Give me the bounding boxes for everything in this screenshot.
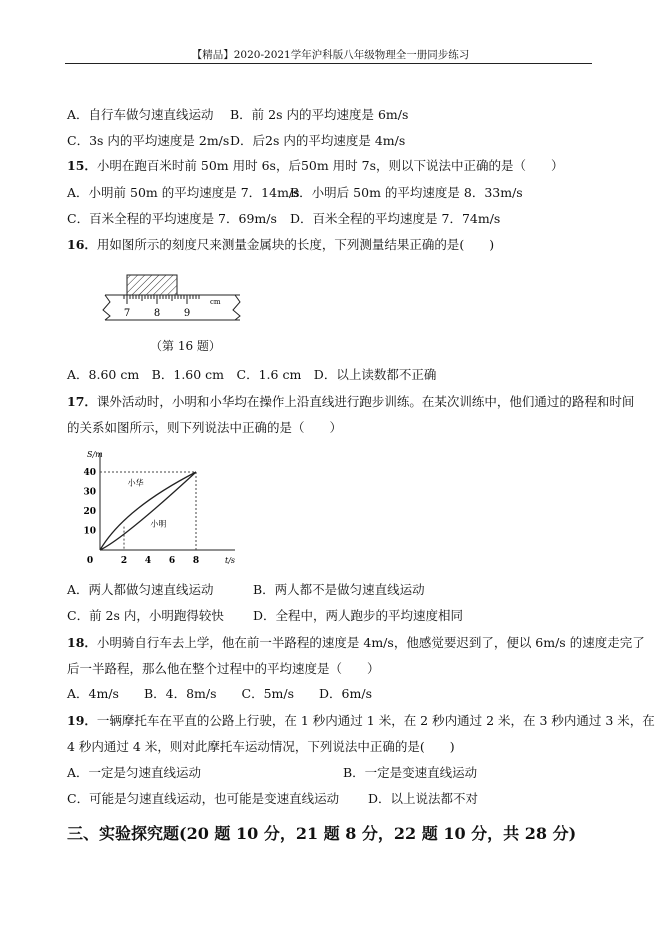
q19-number: 19． [67, 713, 97, 728]
q15-option-b: B．小明后 50m 的平均速度是 8．33m/s [290, 185, 523, 200]
q16-options: A．8.60 cm B．1.60 cm C．1.6 cm D．以上读数都不正确 [67, 367, 437, 382]
q15-option-d: D．百米全程的平均速度是 7．74m/s [290, 211, 501, 226]
series-line-xiaohua [100, 472, 196, 550]
q14-option-c: C．3s 内的平均速度是 2m/s [67, 133, 230, 148]
q17-option-c: C．前 2s 内，小明跑得较快 [67, 608, 224, 623]
q19-option-c: C．可能是匀速直线运动，也可能是变速直线运动 [67, 791, 340, 806]
x-tick-label: 2 [120, 556, 128, 566]
q15-option-a: A．小明前 50m 的平均速度是 7．14m/s [67, 185, 300, 200]
q19-option-d: D．以上说法都不对 [368, 791, 479, 806]
x-tick-label: 4 [144, 556, 152, 566]
ruler-unit: cm [210, 298, 221, 306]
q17-option-d: D．全程中，两人跑步的平均速度相同 [253, 608, 464, 623]
q17-option-a: A．两人都做匀速直线运动 [67, 582, 214, 597]
metal-block [127, 275, 177, 295]
q18-stem-line1: 18．小明骑自行车去上学，他在前一半路程的速度是 4m/s，他感觉要迟到了，便以 6m/s 的速度走完了 [67, 635, 645, 650]
ruler-label-8: 8 [153, 308, 161, 319]
page-header: 【精品】2020-2021学年沪科版八年级物理全一册同步练习 [191, 49, 470, 61]
q15-stem: 15．小明在跑百米时前 50m 用时 6s，后50m 用时 7s，则以下说法中正确的是（ ） [67, 158, 564, 173]
q19-stem-line1: 19．一辆摩托车在平直的公路上行驶，在 1 秒内通过 1 米，在 2 秒内通过 2 米，在 3 秒内通过 3 米，在 [67, 713, 655, 728]
y-axis-label: S/m [87, 450, 103, 459]
q18-number: 18． [67, 635, 97, 650]
q18-options: A．4m/s B．4．8m/s C．5m/s D．6m/s [67, 686, 372, 701]
x-tick-label: 8 [192, 556, 200, 566]
q17-option-b: B．两人都不是做匀速直线运动 [253, 582, 425, 597]
q19-option-a: A．一定是匀速直线运动 [67, 765, 202, 780]
y-tick-label: 30 [83, 487, 96, 498]
q16-number: 16． [67, 237, 97, 252]
q17-stem-line2: 的关系如图所示，则下列说法中正确的是（ ） [67, 420, 343, 435]
x-tick-label: 0 [86, 556, 94, 566]
y-tick-label: 20 [83, 507, 96, 517]
q16-stem: 16．用如图所示的刻度尺来测量金属块的长度，下列测量结果正确的是( ) [67, 237, 495, 252]
series-label: 小华 [127, 478, 144, 488]
y-tick-label: 10 [83, 526, 96, 537]
q14-option-a: A．自行车做匀速直线运动 [67, 107, 214, 122]
ruler-label-9: 9 [183, 308, 191, 319]
q17-stem-line1: 17．课外活动时，小明和小华均在操作上沿直线进行跑步训练。在某次训练中，他们通过的路程和时间 [67, 394, 635, 409]
q14-option-d: D．后2s 内的平均速度是 4m/s [230, 133, 406, 148]
q14-option-b: B．前 2s 内的平均速度是 6m/s [230, 107, 409, 122]
s-t-graph [75, 445, 245, 570]
ruler-label-7: 7 [123, 308, 131, 319]
series-label: 小明 [150, 519, 167, 529]
x-tick-label: 6 [168, 556, 176, 566]
q17-number: 17． [67, 394, 97, 409]
q19-option-b: B．一定是变速直线运动 [343, 765, 478, 780]
section-3-heading: 三、实验探究题(20 题 10 分，21 题 8 分，22 题 10 分，共 28 分) [67, 824, 577, 843]
q18-stem-line2: 后一半路程，那么他在整个过程中的平均速度是（ ） [67, 661, 380, 676]
header-rule [65, 63, 592, 64]
y-tick-label: 40 [83, 468, 96, 478]
x-axis-label: t/s [225, 556, 236, 565]
q15-number: 15． [67, 158, 97, 173]
q15-option-c: C．百米全程的平均速度是 7．69m/s [67, 211, 277, 226]
q19-stem-line2: 4 秒内通过 4 米，则对此摩托车运动情况，下列说法中正确的是( ) [67, 739, 455, 754]
series-line-xiaoming [100, 472, 196, 550]
ruler-figure [100, 270, 245, 325]
figure-caption-16: （第 16 题） [150, 339, 221, 353]
